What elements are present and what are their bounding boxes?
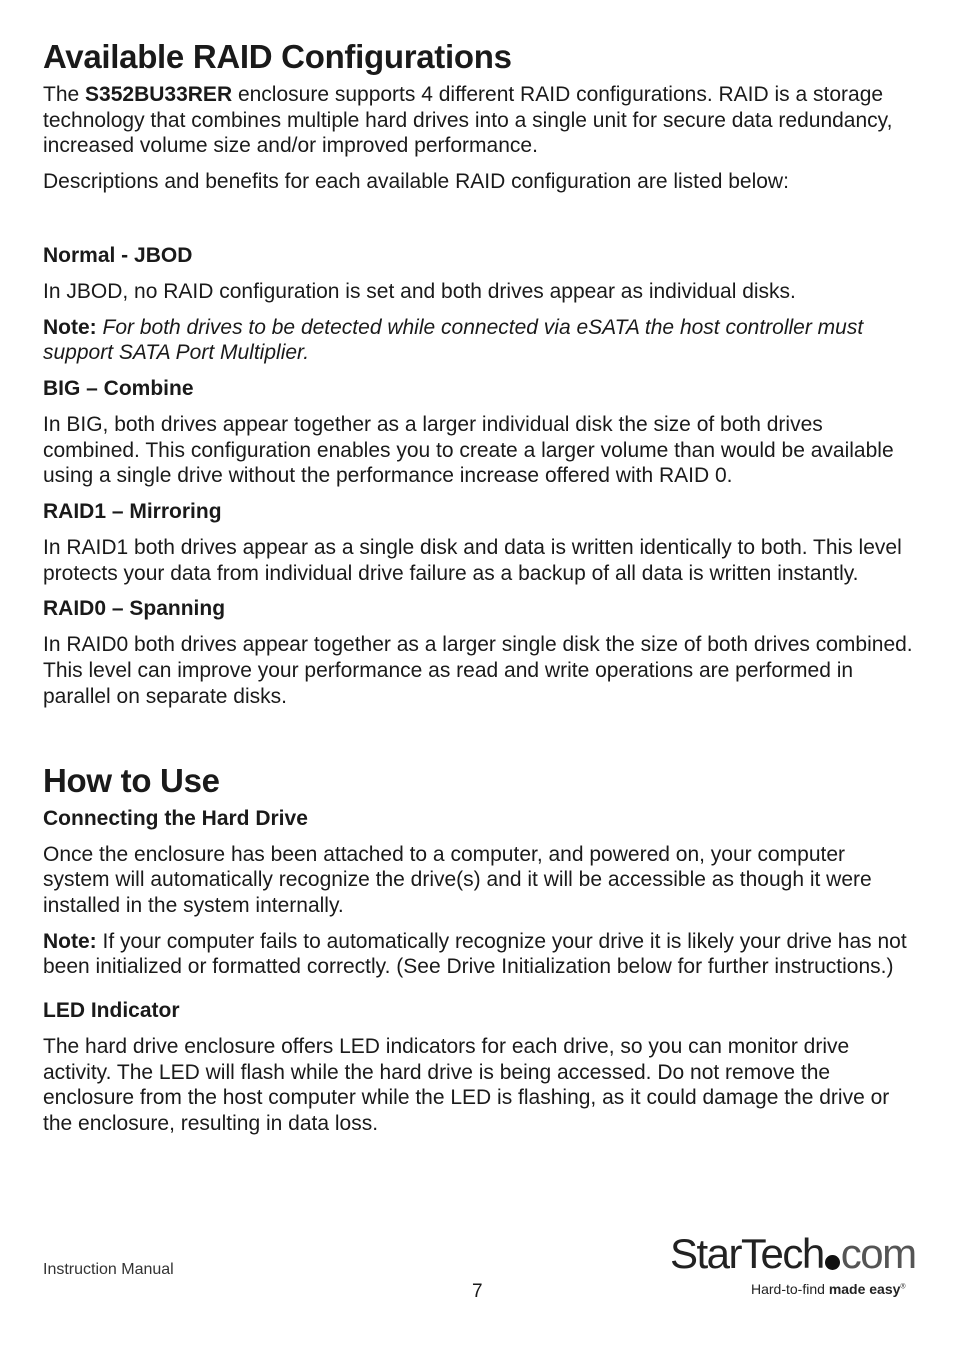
logo-dot-icon — [825, 1255, 840, 1270]
body-raid0: In RAID0 both drives appear together as a larger single disk the size of both drives combined. This level can improve your performance as read and write operations are performed in parallel on separate disks. — [43, 633, 913, 708]
heading-raid0: RAID0 – Spanning — [43, 597, 226, 621]
body-big: In BIG, both drives appear together as a larger individual disk the size of both drives combined. This configuration enables you to create a larger volume than would be available using a single drive without the performance increase offered with RAID 0. — [43, 412, 894, 488]
section-title-how-to-use: How to Use — [43, 761, 220, 799]
raid-intro-paragraph — [43, 82, 913, 159]
logo-wordmark — [670, 1228, 916, 1280]
heading-jbod: Normal - JBOD — [43, 243, 193, 267]
model-number: S352BU33RER — [85, 83, 233, 106]
heading-connecting-drive: Connecting the Hard Drive — [43, 806, 308, 830]
heading-raid1: RAID1 – Mirroring — [43, 500, 222, 524]
body-raid1: In RAID1 both drives appear as a single disk and data is written identically to both. This level protects your data from individual drive failure as a backup of all data is written instantly. — [43, 536, 902, 585]
logo-end: com — [840, 1230, 916, 1277]
heading-big: BIG – Combine — [43, 376, 194, 400]
intro-rest: enclosure supports 4 different RAID configurations. RAID is a storage technology that combines multiple hard drives into a single unit for secure data redundancy, increased volume size and/or improved performance. — [43, 83, 893, 158]
intro-prefix: The — [43, 83, 86, 106]
tagline-plain: Hard-to-find — [751, 1281, 829, 1297]
tagline-bold: made easy — [828, 1281, 901, 1297]
logo-tagline — [751, 1281, 906, 1297]
body-connecting-drive: Once the enclosure has been attached to a computer, and powered on, your computer system will automatically recognize the drive(s) and it will be accessible as though it were installed in the system internally. — [43, 842, 872, 917]
page-number: 7 — [472, 1281, 483, 1302]
manual-page-content — [43, 36, 913, 1137]
note-connecting-drive — [43, 929, 913, 980]
footer-instruction-manual: Instruction Manual — [43, 1261, 174, 1278]
section-title-raid: Available RAID Configurations — [43, 38, 512, 75]
tagline-registered-mark: ® — [900, 1283, 906, 1291]
body-led-indicator: The hard drive enclosure offers LED indicators for each drive, so you can monitor drive activity. The LED will flash while the hard drive is being accessed. Do not remove the enclosure from the host computer while the LED is flashing, as it could damage the drive or the enclosure, resulting in data loss. — [43, 1035, 890, 1136]
body-jbod: In JBOD, no RAID configuration is set and both drives appear as individual disks. — [43, 279, 796, 303]
startech-logo — [670, 1228, 915, 1303]
note-text: If your computer fails to automatically recognize your drive it is likely your drive has not been initialized or formatted correctly. (See Drive Initialization below for further instructions.) — [43, 929, 907, 979]
note-label: Note: — [43, 929, 97, 953]
note-text: For both drives to be detected while connected via eSATA the host controller must support SATA Port Multiplier. — [43, 315, 864, 365]
heading-led-indicator: LED Indicator — [43, 999, 180, 1023]
raid-descriptions-paragraph: Descriptions and benefits for each available RAID configuration are listed below: — [43, 170, 789, 194]
note-jbod — [43, 315, 913, 366]
logo-start: StarTech — [670, 1230, 824, 1277]
note-label: Note: — [43, 315, 97, 339]
